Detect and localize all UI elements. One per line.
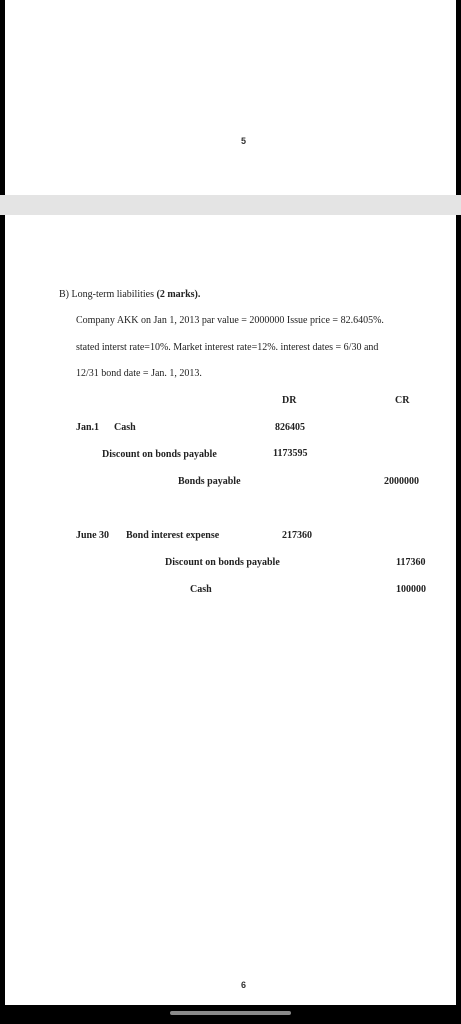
entry1-account-discount: Discount on bonds payable: [102, 449, 217, 460]
home-indicator[interactable]: [170, 1011, 291, 1015]
entry2-date: June 30: [76, 530, 110, 541]
entry1-account-bonds: Bonds payable: [178, 476, 241, 487]
entry1-discount-dr: 1173595: [273, 448, 308, 459]
problem-line-1: Company AKK on Jan 1, 2013 par value = 2000000 Issue price = 82.6405%.: [76, 315, 384, 326]
entry2-interest-dr: 217360: [282, 530, 312, 541]
section-heading: [59, 289, 200, 300]
page-number: 6: [241, 980, 247, 990]
entry2-cash-cr: 100000: [396, 584, 426, 595]
problem-line-3: 12/31 bond date = Jan. 1, 2013.: [76, 368, 202, 379]
entry2-account-interest: Bond interest expense: [126, 530, 220, 541]
entry2-discount-cr: 117360: [396, 557, 426, 568]
column-header-dr: DR: [282, 395, 297, 406]
section-heading-title: B) Long-term liabilities: [59, 289, 154, 300]
page-number: 5: [241, 136, 247, 146]
problem-line-2: stated interst rate=10%. Market interest rate=12%. interest dates = 6/30 and: [76, 342, 379, 353]
entry1-cash-dr: 826405: [275, 422, 305, 433]
entry1-account-cash: Cash: [114, 422, 136, 433]
entry1-date: Jan.1: [76, 422, 100, 433]
page-separator: [0, 195, 461, 215]
page-6: [5, 215, 456, 1005]
entry2-account-discount: Discount on bonds payable: [165, 557, 280, 568]
column-header-cr: CR: [395, 395, 410, 406]
page-5: [5, 0, 456, 195]
section-heading-marks: (2 marks).: [156, 289, 201, 300]
entry2-account-cash: Cash: [190, 584, 212, 595]
entry1-bonds-cr: 2000000: [384, 476, 419, 487]
